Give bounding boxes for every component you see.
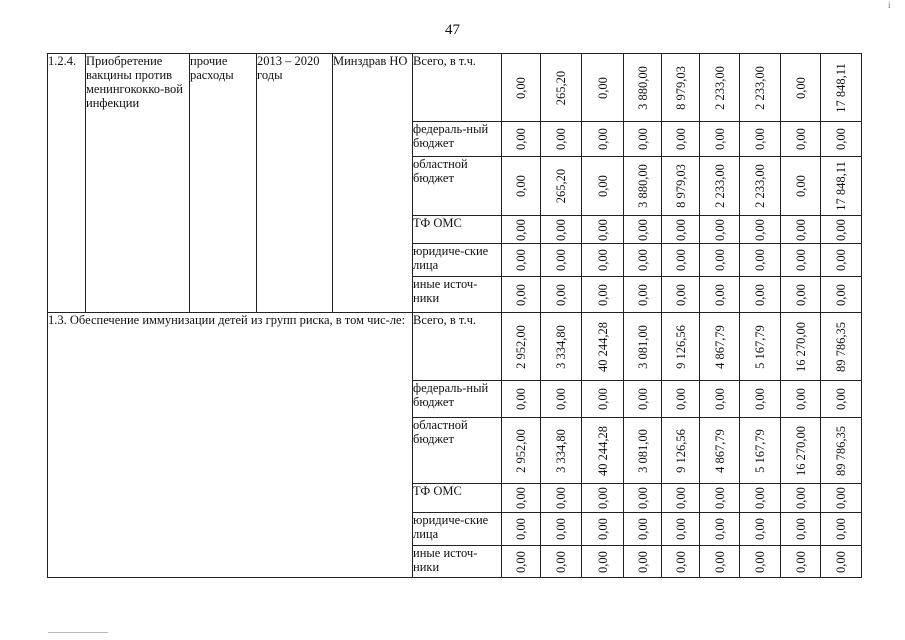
value-cell: 0,00	[624, 484, 662, 513]
value-cell: 2 233,00	[740, 157, 781, 216]
value-cell: 0,00	[582, 513, 624, 546]
value-cell: 0,00	[582, 546, 624, 578]
value-cell: 0,00	[624, 513, 662, 546]
value-cell: 0,00	[624, 277, 662, 313]
source-label: Всего, в т.ч.	[413, 313, 502, 381]
page-number: 47	[445, 22, 460, 38]
value-cell: 0,00	[624, 546, 662, 578]
value-cell: 2 952,00	[502, 418, 541, 484]
value-cell: 0,00	[582, 277, 624, 313]
value-cell: 0,00	[781, 244, 821, 277]
value-cell: 3 081,00	[624, 418, 662, 484]
value-cell: 0,00	[541, 484, 582, 513]
source-label: иные источ-ники	[413, 277, 502, 313]
value-cell: 2 952,00	[502, 313, 541, 381]
value-cell: 0,00	[582, 484, 624, 513]
value-cell: 0,00	[502, 122, 541, 157]
value-cell: 0,00	[821, 513, 862, 546]
value-cell: 0,00	[624, 381, 662, 418]
value-cell: 0,00	[502, 54, 541, 122]
source-label: юридиче-ские лица	[413, 513, 502, 546]
value-cell: 0,00	[781, 277, 821, 313]
value-cell: 0,00	[624, 216, 662, 244]
value-cell: 0,00	[781, 381, 821, 418]
expense-type: прочие расходы	[190, 54, 257, 313]
value-cell: 0,00	[821, 381, 862, 418]
section-title: 1.3. Обеспечение иммунизации детей из групп риска, в том чис-ле:	[48, 313, 413, 578]
value-cell: 0,00	[781, 122, 821, 157]
value-cell: 4 867,79	[700, 313, 740, 381]
value-cell: 3 334,80	[541, 418, 582, 484]
value-cell: 265,20	[541, 54, 582, 122]
value-cell: 0,00	[781, 546, 821, 578]
value-cell: 0,00	[582, 244, 624, 277]
value-cell: 0,00	[662, 277, 700, 313]
source-label: ТФ ОМС	[413, 216, 502, 244]
corner-mark: i	[888, 0, 891, 10]
value-cell: 0,00	[781, 484, 821, 513]
value-cell: 0,00	[700, 122, 740, 157]
value-cell: 5 167,79	[740, 418, 781, 484]
value-cell: 0,00	[740, 546, 781, 578]
value-cell: 9 126,56	[662, 418, 700, 484]
value-cell: 0,00	[541, 244, 582, 277]
value-cell: 4 867,79	[700, 418, 740, 484]
value-cell: 0,00	[582, 157, 624, 216]
value-cell: 2 233,00	[740, 54, 781, 122]
value-cell: 2 233,00	[700, 54, 740, 122]
value-cell: 0,00	[502, 157, 541, 216]
value-cell: 0,00	[740, 244, 781, 277]
value-cell: 0,00	[700, 216, 740, 244]
value-cell: 0,00	[821, 277, 862, 313]
source-label: иные источ-ники	[413, 546, 502, 578]
value-cell: 8 979,03	[662, 54, 700, 122]
value-cell: 265,20	[541, 157, 582, 216]
value-cell: 89 786,35	[821, 313, 862, 381]
value-cell: 89 786,35	[821, 418, 862, 484]
value-cell: 0,00	[700, 277, 740, 313]
value-cell: 2 233,00	[700, 157, 740, 216]
value-cell: 0,00	[662, 546, 700, 578]
value-cell: 0,00	[662, 216, 700, 244]
value-cell: 0,00	[740, 381, 781, 418]
source-label: юридиче-ские лица	[413, 244, 502, 277]
value-cell: 0,00	[582, 122, 624, 157]
source-label: Всего, в т.ч.	[413, 54, 502, 122]
value-cell: 0,00	[541, 277, 582, 313]
value-cell: 0,00	[740, 484, 781, 513]
source-label: ТФ ОМС	[413, 484, 502, 513]
value-cell: 40 244,28	[582, 418, 624, 484]
value-cell: 3 081,00	[624, 313, 662, 381]
value-cell: 0,00	[502, 381, 541, 418]
value-cell: 8 979,03	[662, 157, 700, 216]
value-cell: 16 270,00	[781, 313, 821, 381]
value-cell: 0,00	[502, 216, 541, 244]
value-cell: 0,00	[821, 216, 862, 244]
value-cell: 0,00	[700, 513, 740, 546]
value-cell: 0,00	[624, 244, 662, 277]
value-cell: 0,00	[662, 513, 700, 546]
value-cell: 0,00	[662, 484, 700, 513]
value-cell: 0,00	[541, 546, 582, 578]
footnote-divider	[48, 632, 108, 633]
value-cell: 0,00	[781, 513, 821, 546]
value-cell: 0,00	[502, 277, 541, 313]
value-cell: 3 880,00	[624, 54, 662, 122]
value-cell: 0,00	[662, 381, 700, 418]
budget-table	[47, 53, 862, 578]
value-cell: 3 880,00	[624, 157, 662, 216]
value-cell: 17 848,11	[821, 54, 862, 122]
period: 2013 – 2020 годы	[257, 54, 333, 313]
table-row	[48, 313, 862, 381]
value-cell: 0,00	[700, 381, 740, 418]
value-cell: 0,00	[781, 54, 821, 122]
value-cell: 0,00	[541, 513, 582, 546]
source-label: областной бюджет	[413, 157, 502, 216]
value-cell: 0,00	[821, 122, 862, 157]
value-cell: 3 334,80	[541, 313, 582, 381]
value-cell: 0,00	[582, 381, 624, 418]
value-cell: 0,00	[502, 513, 541, 546]
value-cell: 0,00	[502, 484, 541, 513]
value-cell: 5 167,79	[740, 313, 781, 381]
value-cell: 0,00	[662, 122, 700, 157]
value-cell: 0,00	[740, 277, 781, 313]
item-name: Приобретение вакцины против менингококко-вой инфекции	[86, 54, 190, 313]
value-cell: 17 848,11	[821, 157, 862, 216]
value-cell: 40 244,28	[582, 313, 624, 381]
value-cell: 0,00	[662, 244, 700, 277]
value-cell: 0,00	[781, 157, 821, 216]
value-cell: 0,00	[541, 122, 582, 157]
value-cell: 0,00	[700, 244, 740, 277]
source-label: федераль-ный бюджет	[413, 122, 502, 157]
table-row	[48, 54, 862, 122]
executor: Минздрав НО	[333, 54, 413, 313]
value-cell: 16 270,00	[781, 418, 821, 484]
value-cell: 0,00	[624, 122, 662, 157]
source-label: федераль-ный бюджет	[413, 381, 502, 418]
value-cell: 0,00	[582, 54, 624, 122]
value-cell: 0,00	[582, 216, 624, 244]
value-cell: 0,00	[502, 546, 541, 578]
item-code: 1.2.4.	[48, 54, 86, 313]
value-cell: 0,00	[541, 381, 582, 418]
source-label: областной бюджет	[413, 418, 502, 484]
value-cell: 0,00	[821, 484, 862, 513]
value-cell: 0,00	[740, 513, 781, 546]
value-cell: 0,00	[700, 546, 740, 578]
value-cell: 0,00	[740, 216, 781, 244]
value-cell: 0,00	[781, 216, 821, 244]
value-cell: 0,00	[541, 216, 582, 244]
value-cell: 0,00	[700, 484, 740, 513]
value-cell: 0,00	[821, 244, 862, 277]
value-cell: 9 126,56	[662, 313, 700, 381]
value-cell: 0,00	[821, 546, 862, 578]
value-cell: 0,00	[740, 122, 781, 157]
value-cell: 0,00	[502, 244, 541, 277]
